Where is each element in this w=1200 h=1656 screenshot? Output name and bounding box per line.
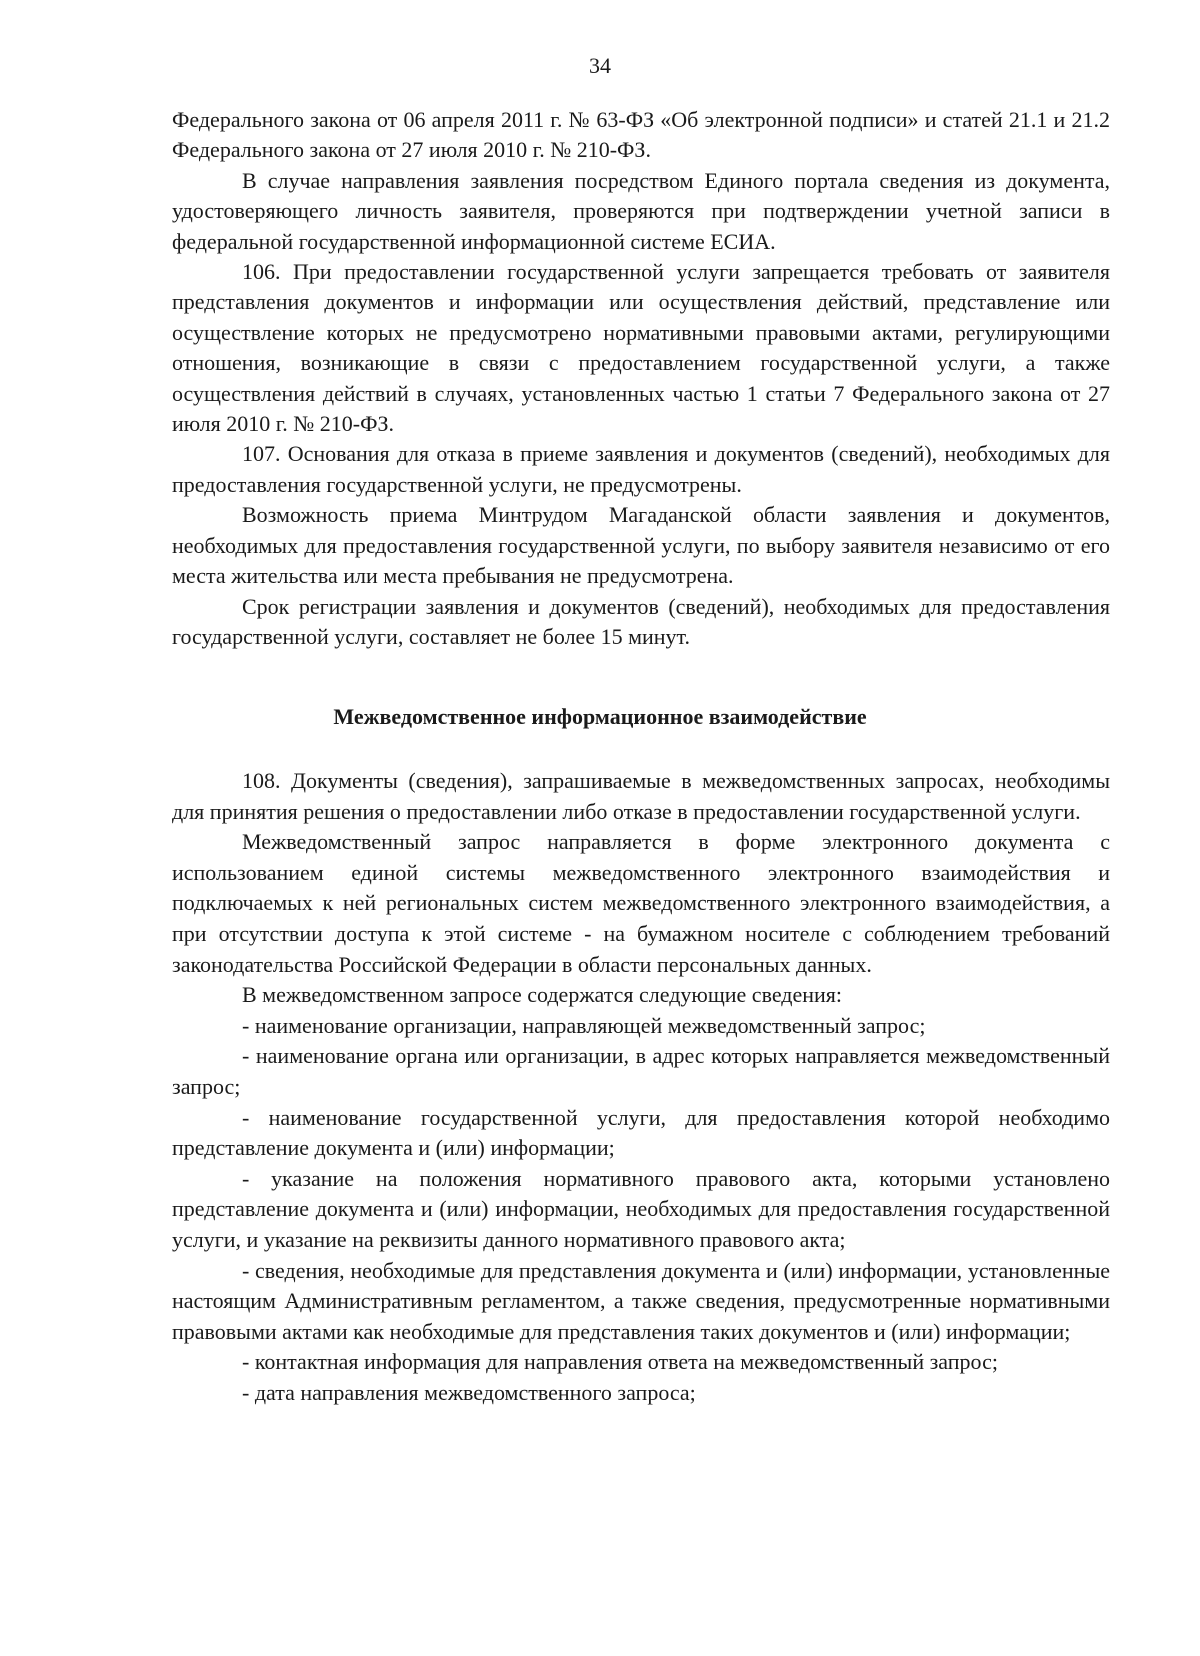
list-item: - указание на положения нормативного правового акта, которыми установлено представление документа и (или) информации, необходимых для предоставления государственной услуги, и указание на реквизиты данного нормативного правового акта; bbox=[172, 1165, 1110, 1252]
paragraph-107: 107. Основания для отказа в приеме заявления и документов (сведений), необходимых для предоставления государственной услуги, не предусмотрены. bbox=[172, 441, 1110, 497]
paragraph-108: 108. Документы (сведения), запрашиваемые в межведомственных запросах, необходимы для принятия решения о предоставлении либо отказе в предоставлении государственной услуги. bbox=[172, 768, 1110, 824]
page-number: 34 bbox=[589, 53, 611, 78]
list-item: - наименование органа или организации, в адрес которых направляется межведомственный запрос; bbox=[172, 1043, 1110, 1099]
list-item: - сведения, необходимые для представления документа и (или) информации, установленные настоящим Административным регламентом, а также сведения, предусмотренные нормативными правовыми актами как необходимые для представления таких документов и (или) информации; bbox=[172, 1257, 1110, 1344]
list-item: - дата направления межведомственного запроса; bbox=[242, 1379, 696, 1405]
section-heading: Межведомственное информационное взаимодействие bbox=[333, 704, 867, 729]
paragraph-106: 106. При предоставлении государственной услуги запрещается требовать от заявителя представления документов и информации или осуществления действий, представление или осуществление которых не предусмотрено нормативными правовыми актами, регулирующими отношения, возникающие в связи с предоставлением государственной услуги, а также осуществления действий в случаях, установленных частью 1 статьи 7 Федерального закона от 27 июля 2010 г. № 210-ФЗ. bbox=[172, 259, 1110, 437]
body-text-bottom bbox=[172, 766, 1110, 1408]
paragraph: Возможность приема Минтрудом Магаданской области заявления и документов, необходимых для предоставления государственной услуги, по выбору заявителя независимо от его места жительства или места пребывания не предусмотрена. bbox=[172, 502, 1110, 589]
paragraph: В межведомственном запросе содержатся следующие сведения: bbox=[242, 982, 843, 1008]
list-item: - наименование организации, направляющей межведомственный запрос; bbox=[242, 1012, 926, 1038]
paragraph: Федерального закона от 06 апреля 2011 г. № 63-ФЗ «Об электронной подписи» и статей 21.1 и 21.2 Федерального закона от 27 июля 2010 г. № 210-ФЗ. bbox=[172, 107, 1110, 163]
paragraph: Срок регистрации заявления и документов (сведений), необходимых для предоставления государственной услуги, составляет не более 15 минут. bbox=[172, 593, 1110, 649]
list-item: - наименование государственной услуги, для предоставления которой необходимо представление документа и (или) информации; bbox=[172, 1104, 1110, 1161]
body-text-top bbox=[172, 105, 1110, 652]
paragraph: В случае направления заявления посредством Единого портала сведения из документа, удостоверяющего личность заявителя, проверяются при подтверждении учетной записи в федеральной государственной информационной системе ЕСИА. bbox=[172, 167, 1110, 254]
list-item: - контактная информация для направления ответа на межведомственный запрос; bbox=[242, 1349, 998, 1375]
paragraph: Межведомственный запрос направляется в форме электронного документа с использованием единой системы межведомственного электронного взаимодействия и подключаемых к ней региональных систем межведомственного электронного взаимодействия, а при отсутствии доступа к этой системе - на бумажном носителе с соблюдением требований законодательства Российской Федерации в области персональных данных. bbox=[172, 829, 1110, 977]
